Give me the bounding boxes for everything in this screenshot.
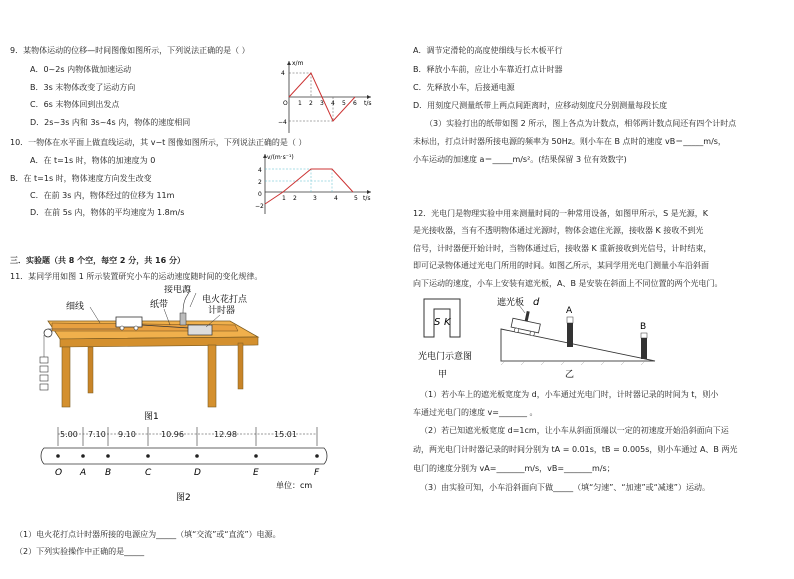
q9-xtick: 6 (353, 100, 357, 107)
q11-figure2 (40, 424, 330, 502)
q9-ylabel: x/m (292, 60, 304, 67)
option-d[interactable]: D．用刻度尺测量纸带上两点间距离时，应移动刻度尺分别测量每段长度 (413, 101, 668, 110)
q10-xtick: 4 (334, 195, 338, 202)
q12-part1-b: 车通过光电门的速度 v=_______ 。 (413, 408, 538, 417)
q10-xtick: 1 (282, 195, 286, 202)
q10-ytick: 2 (258, 179, 262, 186)
q10-ylabel: v/(m·s⁻¹) (267, 154, 294, 161)
q11-stem: 11．某同学用如图 1 所示装置研究小车的运动速度随时间的变化规律。 (10, 272, 263, 281)
q10-ytick: 0 (258, 191, 262, 198)
q9-option-a[interactable]: A．0~2s 内物体做加速运动 (30, 65, 132, 74)
label-jia: 甲 (438, 370, 448, 380)
q10-xtick: 5 (354, 195, 358, 202)
q10-option-d[interactable]: D．在前 5s 内，物体的平均速度为 1.8m/s (30, 208, 185, 217)
q10-stem: 10．一物体在水平面上做直线运动，其 v−t 图像如图所示，下列说法正确的是（ ） (10, 138, 307, 147)
label-timer-2: 计时器 (208, 306, 236, 316)
q9-stem: 9．某物体运动的位移—时间图像如图所示，下列说法正确的是（ ） (10, 46, 250, 55)
segment-CD: 10.96 (161, 430, 184, 439)
q9-xt-graph (275, 55, 375, 135)
label-timer-1: 电火花打点 (202, 295, 248, 305)
q9-option-c[interactable]: C．6s 末物体回到出发点 (30, 100, 120, 109)
q11-part1: （1）电火花打点计时器所接的电源应为_____（填“交流”或“直流”）电源。 (15, 530, 281, 539)
label-S: S (434, 317, 441, 328)
q9-xtick: 5 (342, 100, 346, 107)
label-tape: 纸带 (150, 300, 169, 310)
q12-line3: 信号，计时器便开始计时，当物体通过后，接收器 K 重新接收到光信号，计时结束， (413, 244, 712, 253)
q9-xtick: 2 (309, 100, 313, 107)
photogate-caption: 光电门示意图 (418, 352, 473, 362)
q12-line1: 12．光电门是物理实验中用来测量时间的一种常用设备，如图甲所示，S 是光源，K (413, 209, 709, 218)
segment-AB: 7.10 (88, 430, 106, 439)
q9-xtick: 3 (320, 100, 324, 107)
q12-part1-a: （1）若小车上的遮光板宽度为 d，小车通过光电门时，计时器记录的时间为 t，则小 (420, 390, 719, 399)
segment-OA: 5.00 (60, 430, 78, 439)
q9-xlabel: t/s (364, 100, 372, 107)
point-A: A (80, 468, 87, 478)
figure2-caption: 图2 (176, 493, 191, 502)
segment-DE: 12.98 (214, 430, 237, 439)
q11-part3-line1: （3）实验打出的纸带如图 2 所示，图上各点为计数点，相邻两计数点间还有四个计时点 (425, 119, 737, 128)
q12-part3: （3）由实验可知，小车沿斜面向下做_____（填“匀速”、“加速”或“减速”）运动。 (420, 483, 710, 492)
gate-B-label: B (640, 322, 647, 332)
label-K: K (444, 317, 451, 328)
q9-ybottom: −4 (278, 119, 287, 126)
figure1-caption: 图1 (144, 412, 159, 420)
q9-xtick: 4 (331, 100, 335, 107)
q12-part2-a: （2）若已知遮光板宽度 d=1cm，让小车从斜面顶端以一定的初速度开始沿斜面向下运 (420, 426, 729, 435)
q9-origin: O (283, 100, 288, 107)
label-yi: 乙 (565, 370, 575, 380)
point-O: O (55, 468, 63, 478)
section-heading: 三．实验题（共 8 个空，每空 2 分，共 16 分） (10, 256, 185, 265)
incline-figure (495, 295, 675, 380)
q11-figure1 (30, 285, 270, 420)
label-power: 接电源 (164, 285, 192, 295)
q12-part2-c: 电门的速度分别为 vA=_______m/s，vB=_______m/s； (413, 464, 615, 473)
option-b[interactable]: B．释放小车前，应让小车靠近打点计时器 (413, 65, 563, 74)
q10-ytick: −2 (255, 203, 264, 210)
label-d: d (533, 297, 540, 308)
q11-part2: （2）下列实验操作中正确的是_____ (15, 547, 145, 556)
segment-EF: 15.01 (274, 430, 297, 439)
option-a[interactable]: A．调节定滑轮的高度使细线与长木板平行 (413, 46, 563, 55)
q10-xtick: 3 (313, 195, 317, 202)
q10-vt-graph (255, 150, 373, 216)
point-E: E (253, 468, 259, 478)
q11-part3-line2: 未标出，打点计时器所接电源的频率为 50Hz。则小车在 B 点时的速度 vB＝_____m/s， (413, 137, 726, 146)
q10-ytick: 4 (258, 167, 262, 174)
q10-option-b[interactable]: B．在 t=1s 时，物体速度方向发生改变 (10, 174, 152, 183)
q12-line2: 是光接收器，当有不透明物体通过光源时，物体会遮住光源，接收器 K 接收不到光 (413, 226, 704, 235)
gate-A-label: A (566, 306, 573, 316)
photogate-figure (418, 295, 478, 380)
point-F: F (314, 468, 320, 478)
q10-xlabel: t/s (363, 195, 371, 202)
q9-ytop: 4 (281, 70, 285, 77)
option-c[interactable]: C．先释放小车，后接通电源 (413, 83, 515, 92)
q12-part2-b: 动，两光电门计时器记录的时间分别为 tA = 0.01s，tB = 0.005s，则小车通过 A、B 两光 (413, 445, 738, 454)
q9-option-b[interactable]: B．3s 末物体改变了运动方向 (30, 83, 136, 92)
point-B: B (105, 468, 112, 478)
q12-line5: 向下运动的速度，小车上安装有遮光板，A、B 是安装在斜面上不同位置的两个光电门。 (413, 279, 723, 288)
label-shade: 遮光板 (497, 298, 525, 308)
unit-label: 单位：cm (276, 481, 313, 490)
label-thread: 细线 (66, 302, 85, 312)
q9-xtick: 1 (298, 100, 302, 107)
point-C: C (145, 468, 152, 478)
point-D: D (194, 468, 201, 478)
q11-part3-line3: 小车运动的加速度 a＝_____m/s²。(结果保留 3 位有效数字) (413, 155, 627, 164)
q10-option-c[interactable]: C．在前 3s 内，物体经过的位移为 11m (30, 191, 175, 200)
q10-option-a[interactable]: A．在 t=1s 时，物体的加速度为 0 (30, 156, 156, 165)
q12-line4: 即可记录物体通过光电门所用的时间。如图乙所示，某同学用光电门测量小车沿斜面 (413, 261, 709, 270)
segment-BC: 9.10 (118, 430, 136, 439)
q10-xtick: 2 (293, 195, 297, 202)
q9-option-d[interactable]: D．2s~3s 内和 3s~4s 内，物体的速度相同 (30, 118, 191, 127)
